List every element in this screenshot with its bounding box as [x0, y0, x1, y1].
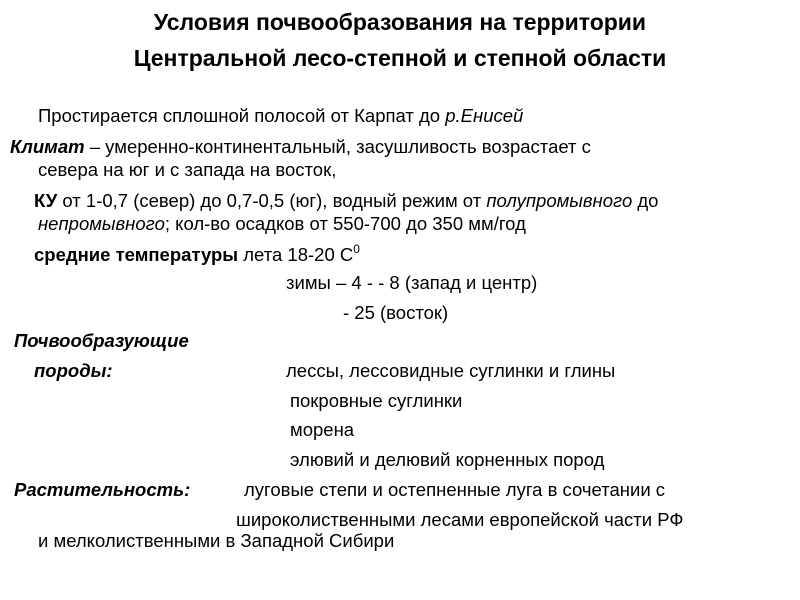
vegetation-label: Растительность: — [14, 479, 191, 500]
parent-rocks-label-2: породы: — [34, 360, 113, 381]
temperature-winter-2: - 25 (восток) — [343, 302, 449, 323]
temperature-label: средние температуры — [34, 244, 239, 265]
slide-title-line-1: Условия почвообразования на территории — [153, 9, 647, 35]
moisture-line-2 — [38, 212, 526, 235]
moisture-label: КУ — [34, 190, 58, 211]
climate-label: Климат — [10, 136, 85, 157]
vegetation-text-3: и мелколиственными в Западной Сибири — [38, 530, 395, 551]
moisture-text-1: от 1-0,7 (север) до 0,7-0,5 (юг), водный режим от — [57, 190, 487, 211]
temperature-summer: лета 18-20 С — [238, 244, 354, 265]
temperature-line-1 — [34, 243, 360, 266]
extent-line — [38, 104, 523, 127]
parent-rock-item: морена — [290, 419, 355, 440]
vegetation-text-2: широколиственными лесами европейской части РФ — [236, 509, 684, 530]
moisture-line-1 — [34, 189, 658, 212]
vegetation-text-1: луговые степи и остепненные луга в сочетании с — [244, 479, 666, 500]
climate-text-1: – умеренно-континентальный, засушливость возрастает с — [84, 136, 591, 157]
moisture-regime-1: полупромывного — [486, 190, 633, 211]
extent-place: р.Енисей — [445, 105, 524, 126]
moisture-regime-2: непромывного — [38, 213, 165, 234]
temperature-winter-1: зимы – 4 - - 8 (запад и центр) — [286, 272, 538, 293]
moisture-text-2: до — [632, 190, 659, 211]
extent-text: Простирается сплошной полосой от Карпат до — [38, 105, 446, 126]
parent-rock-item: лессы, лессовидные суглинки и глины — [286, 360, 616, 381]
parent-rocks-label-1: Почвообразующие — [14, 330, 189, 351]
parent-rock-item: элювий и делювий корненных пород — [290, 449, 605, 470]
moisture-text-3: ; кол-во осадков от 550-700 до 350 мм/год — [164, 213, 526, 234]
temperature-degree: 0 — [353, 242, 360, 256]
parent-rock-item: покровные суглинки — [290, 390, 463, 411]
climate-line-2: севера на юг и с запада на восток, — [38, 159, 337, 180]
slide-title-line-2: Центральной лесо-степной и степной области — [133, 45, 667, 71]
climate-line-1 — [10, 135, 591, 158]
